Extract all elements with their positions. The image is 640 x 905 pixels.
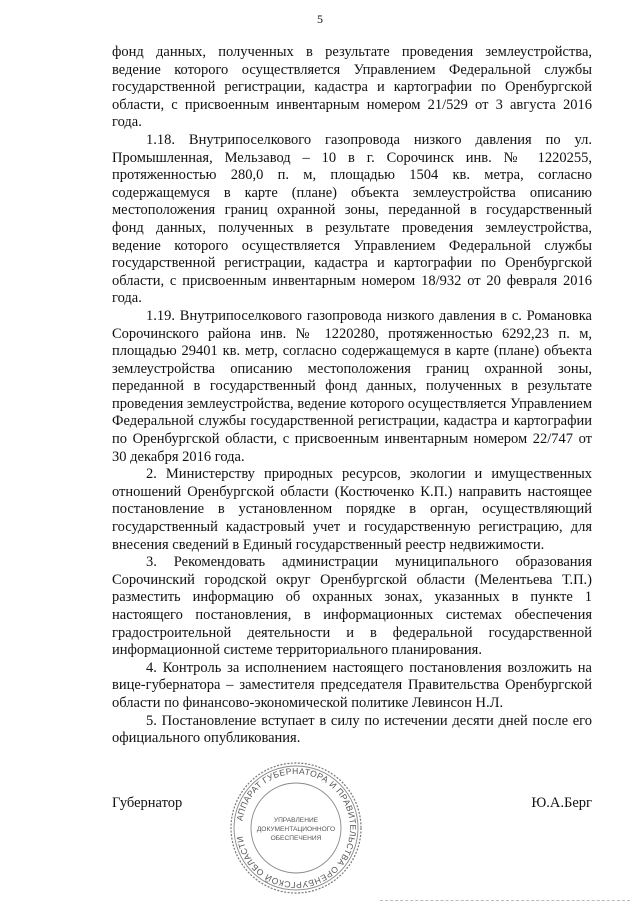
seal-center-line-2: ДОКУМЕНТАЦИОННОГО (256, 826, 336, 833)
paragraph-2: 2. Министерству природных ресурсов, экологии и имущественных отношений Оренбургской области (Костюченко К.П.) направить настоящее постановление в установленном порядке в орган, осуществляющий государственный кадастровый учет и государственную регистрацию, для внесения сведений в Единый государственный реестр недвижимости. (112, 466, 592, 553)
seal-ring-path-text: АППАРАТ ГУБЕРНАТОРА И ПРАВИТЕЛЬСТВА ОРЕНБУРГСКОЙ ОБЛАСТИ (234, 765, 359, 891)
official-seal (228, 760, 364, 896)
page-number: 5 (317, 12, 323, 26)
paragraph-1-19: 1.19. Внутрипоселкового газопровода низкого давления в с. Романовка Сорочинского района инв. № 1220280, протяженностью 6292,23 п. м, площадью 29401 кв. метр, согласно содержащемуся в карте (плане) объекта землеустройства описанию местоположения границ охранной зоны, переданной в государственный фонд данных, полученных в результате проведения землеустройства, ведение которого осуществляется Управлением Федеральной службы государственной регистрации, кадастра и картографии по Оренбургской области, с присвоенным инвентарным номером 22/747 от 30 декабря 2016 года. (112, 307, 592, 465)
paragraph-3: 3. Рекомендовать администрации муниципального образования Сорочинский городской округ Оренбургской области (Мелентьева Т.П.) разместить информацию об охранных зонах, указанных в пункте 1 настоящего постановления, в информационных системах обеспечения градостроительной деятельности и в федеральной государственной информационной системе территориального планирования. (112, 554, 592, 659)
paragraph-1-18: 1.18. Внутрипоселкового газопровода низкого давления по ул. Промышленная, Мельзавод – 10 в г. Сорочинск инв. № 1220255, протяженностью 280,0 п. м, площадью 1504 кв. метра, согласно содержащемуся в карте (плане) объекта землеустройства описанию местоположения границ охранной зоны, переданной в государственный фонд данных, полученных в результате проведения землеустройства, ведение которого осуществляется Управлением Федеральной службы государственной регистрации, кадастра и картографии по Оренбургской области, с присвоенным инвентарным номером 18/932 от 20 февраля 2016 года. (112, 131, 592, 307)
document-body (112, 44, 592, 748)
seal-center-line-3: ОБЕСПЕЧЕНИЯ (270, 835, 322, 842)
signatory-name: Ю.А.Берг (531, 795, 592, 811)
scan-edge-marks (380, 900, 630, 903)
paragraph-4: 4. Контроль за исполнением настоящего постановления возложить на вице-губернатора – заместителя председателя Правительства Оренбургской области по финансово-экономической политике Левинсон Н.Л. (112, 659, 592, 711)
signatory-title: Губернатор (112, 795, 183, 811)
paragraph-5: 5. Постановление вступает в силу по истечении десяти дней после его официального опубликования. (112, 712, 592, 747)
paragraph-continuation: фонд данных, полученных в результате проведения землеустройства, ведение которого осуществляется Управлением Федеральной службы государственной регистрации, кадастра и картографии по Оренбургской области, с присвоенным инвентарным номером 21/529 от 3 августа 2016 года. (112, 44, 592, 131)
seal-center-line-1: УПРАВЛЕНИЕ (273, 817, 319, 824)
